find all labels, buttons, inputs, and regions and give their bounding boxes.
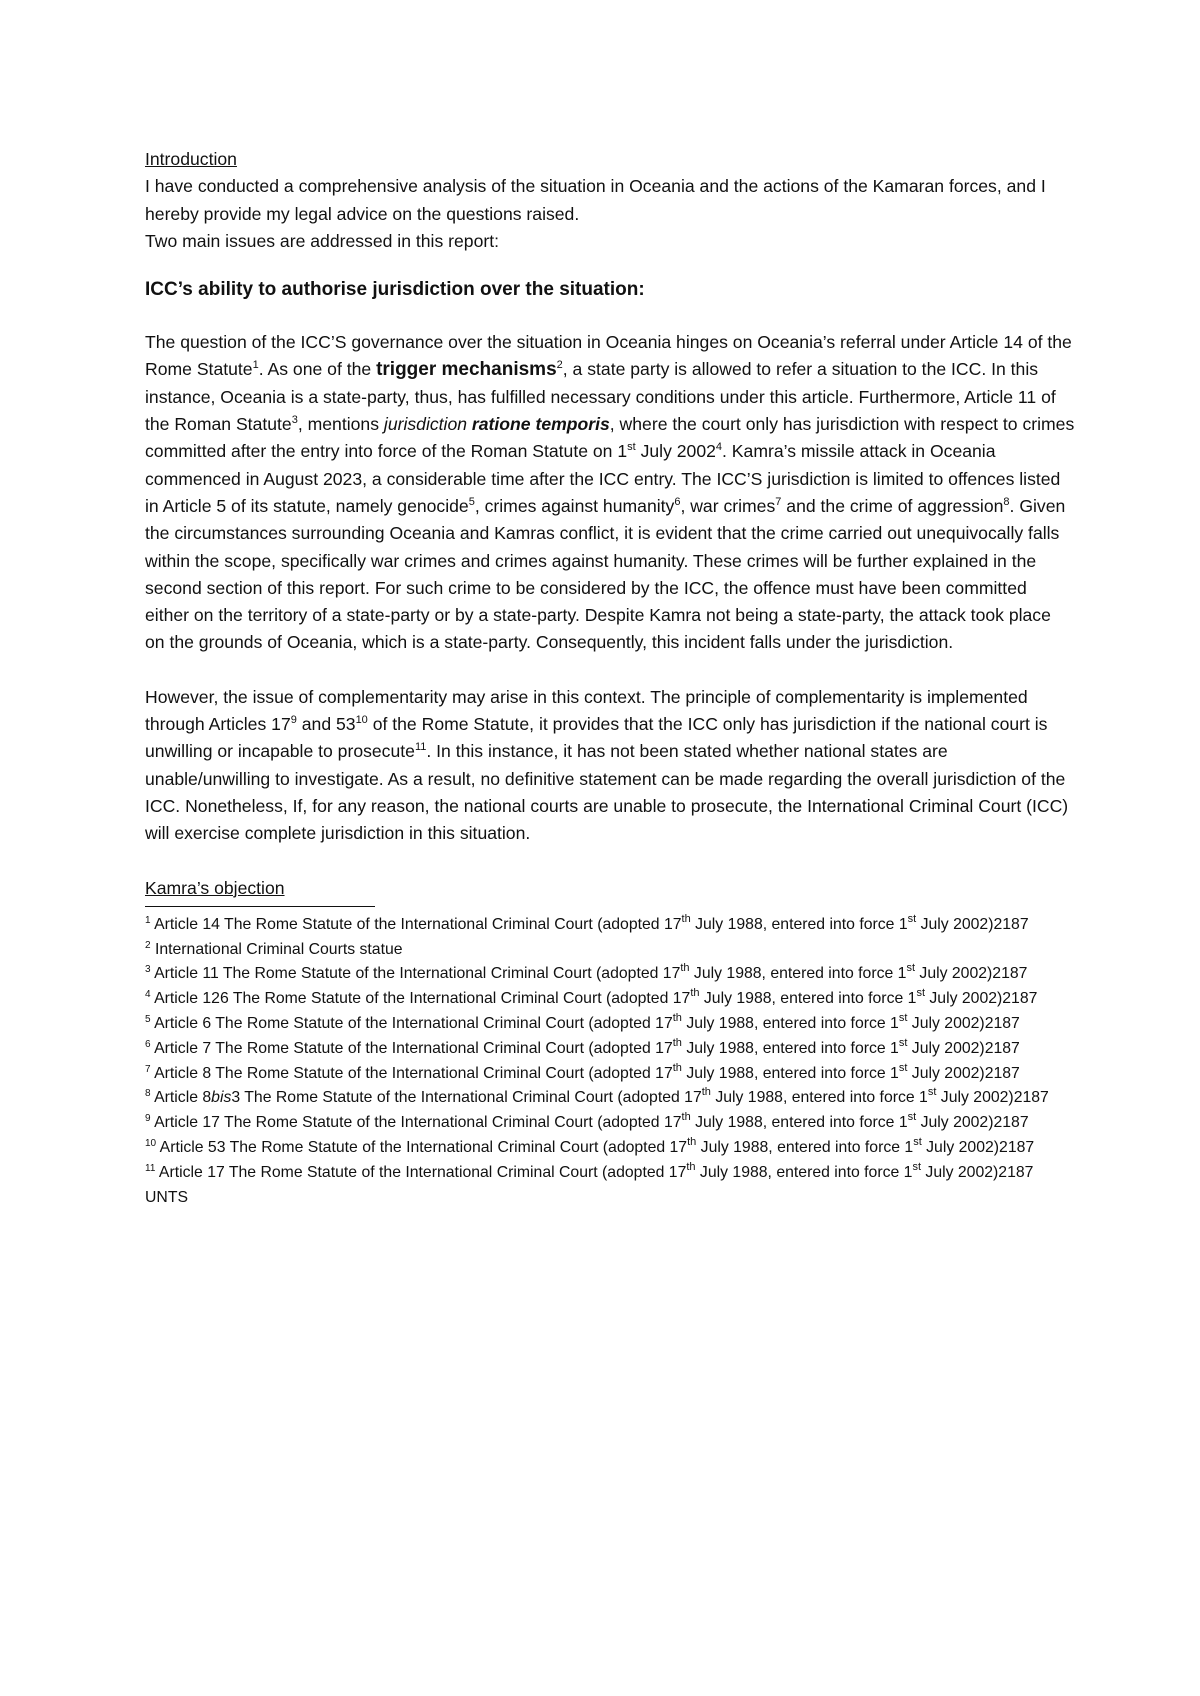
p1-text: and the crime of aggression (781, 495, 1004, 516)
footnote: $^4$ Article 126 The Rome Statute of the International Criminal Court (adopted 17th July 1988, entered into force 1st July 2002)2187 (145, 987, 1038, 1008)
p1-text: The question of the ICC’S governance over the situation in Oceania hinges on Oceania’s referral under Article 14 of the Rome Statute (145, 332, 1072, 380)
footnote-ref-3: 3 (291, 414, 298, 427)
p1-text: July 2002 (635, 441, 716, 462)
footnote: $^{10}$ Article 53 The Rome Statute of the International Criminal Court (adopted 17th July 1988, entered into force 1st July 2002)2187 (145, 1136, 1035, 1156)
footnotes (145, 913, 1075, 1211)
introduction-heading: Introduction (145, 149, 237, 169)
footnote-ref-11: 11 (414, 741, 427, 754)
p1-text: , a state party is allowed to refer a situation to the ICC. In this instance, Oceania is a state-party, thus, has fulfilled necessary conditions under this article. Furthermore, Article 11 of the Roman Statute (145, 359, 1056, 435)
p1-text: , where the court only has jurisdiction with respect to crimes committed after the entry into force of the Roman Statute on 1 (145, 414, 1075, 462)
footnote-ref-1: 1 (252, 359, 259, 372)
footnote-separator (145, 906, 375, 907)
jurisdiction-heading: ICC’s ability to authorise jurisdiction over the situation: (145, 279, 645, 301)
footnote: $^7$ Article 8 The Rome Statute of the International Criminal Court (adopted 17th July 1988, entered into force 1st July 2002)2187 (145, 1061, 1020, 1082)
footnote: $^5$ Article 6 The Rome Statute of the International Criminal Court (adopted 17th July 1988, entered into force 1st July 2002)2187 (145, 1012, 1020, 1033)
footnote-number: 1 (145, 914, 151, 926)
footnote-ref-2: 2 (556, 359, 563, 372)
p2-text: and 53 (296, 714, 356, 735)
footnote-number: 7 (145, 1063, 151, 1075)
introduction-line1: I have conducted a comprehensive analysis of the situation in Oceania and the actions of the Kamaran forces, and I hereby provide my legal advice on the questions raised. (145, 176, 1046, 224)
paragraph-gap (145, 848, 1075, 875)
footnote: $^8$ Article 8bis3 The Rome Statute of the International Criminal Court (adopted 17th July 1988, entered into force 1st July 2002)2187 (145, 1086, 1049, 1107)
footnote-number: 2 (145, 939, 151, 951)
p1-text: . As one of the (258, 359, 377, 380)
p1-text: , crimes against humanity (474, 495, 675, 516)
complementarity-paragraph (145, 684, 1075, 848)
footnote: $^6$ Article 7 The Rome Statute of the International Criminal Court (adopted 17th July 1988, entered into force 1st July 2002)2187 (145, 1036, 1020, 1057)
jurisdiction-paragraph (145, 329, 1075, 657)
footnote-ref-4: 4 (715, 441, 723, 454)
p1-text: , war crimes (680, 495, 776, 516)
footnote-number: 5 (145, 1014, 151, 1026)
p2-text: of the Rome Statute, it provides that the ICC only has jurisdiction if the national court is unwilling or incapable to prosecute (145, 714, 1048, 762)
p2-text: . In this instance, it has not been stated whether national states are unable/unwilling to investigate. As a result, no definitive statement can be made regarding the overall jurisdiction of the ICC. Nonetheless, If, for any reason, the national courts are unable to prosecute, the International Criminal Court (ICC) will exercise complete jurisdiction in this situation. (145, 741, 1069, 844)
footnote-number: 8 (145, 1088, 151, 1100)
footnote-ref-5: 5 (468, 495, 475, 508)
footnote-number: 6 (145, 1038, 151, 1050)
footnote-number: 10 (145, 1138, 157, 1149)
footnote-ref-7: 7 (775, 495, 782, 508)
footnote-number: 9 (145, 1113, 151, 1125)
document-page (145, 146, 1075, 1210)
paragraph-gap (145, 657, 1075, 684)
footnote-ref-9: 9 (290, 714, 297, 727)
ordinal-suffix: st (627, 441, 636, 454)
footnote-number: 11 (145, 1162, 156, 1174)
p1-text: . Given the circumstances surrounding Oceania and Kamras conflict, it is evident that the crime carried out unequivocally falls within the scope, specifically war crimes and crimes against humanity. These crimes will be further explained in the second section of this report. For such crime to be considered by the ICC, the offence must have been committed either on the territory of a state-party or by a state-party. Despite Kamra not being a state-party, the attack took place on the grounds of Oceania, which is a state-party. Consequently, this incident falls under the jurisdiction. (145, 495, 1066, 653)
introduction-line2: Two main issues are addressed in this report: (145, 230, 499, 251)
p1-text: , mentions (297, 414, 384, 435)
trigger-mechanisms-term: trigger mechanisms (376, 359, 557, 381)
p2-text: However, the issue of complementarity may arise in this context. The principle of complementarity is implemented through Articles 17 (145, 686, 1028, 735)
footnote-ref-6: 6 (674, 495, 681, 508)
footnote: $^1$ Article 14 The Rome Statute of the International Criminal Court (adopted 17th July 1988, entered into force 1st July 2002)2187 (145, 912, 1029, 933)
jurisdiction-term: jurisdiction (383, 414, 468, 435)
p1-text: . Kamra’s missile attack in Oceania commenced in August 2023, a considerable time after the ICC entry. The ICC’S jurisdiction is limited to offences listed in Article 5 of its statute, namely genocide (145, 441, 1061, 516)
footnote: $^3$ Article 11 The Rome Statute of the International Criminal Court (adopted 17th July 1988, entered into force 1st July 2002)2187 (145, 962, 1028, 983)
footnote-ref-8: 8 (1003, 495, 1010, 508)
ratione-temporis-term: ratione temporis (471, 414, 610, 435)
footnote-number: 4 (145, 989, 151, 1001)
footnote: $^{11}$ Article 17 The Rome Statute of the International Criminal Court (adopted 17th July 1988, entered into force 1st July 2002)2187 UNTS (145, 1160, 1034, 1206)
kamra-objection-heading: Kamra’s objection (145, 877, 285, 898)
footnote-ref-10: 10 (355, 714, 368, 727)
footnote: $^2$ International Criminal Courts statue (145, 939, 403, 958)
introduction-text (145, 173, 1075, 255)
footnote: $^9$ Article 17 The Rome Statute of the International Criminal Court (adopted 17th July 1988, entered into force 1st July 2002)2187 (145, 1111, 1029, 1132)
footnote-number: 3 (145, 964, 151, 976)
